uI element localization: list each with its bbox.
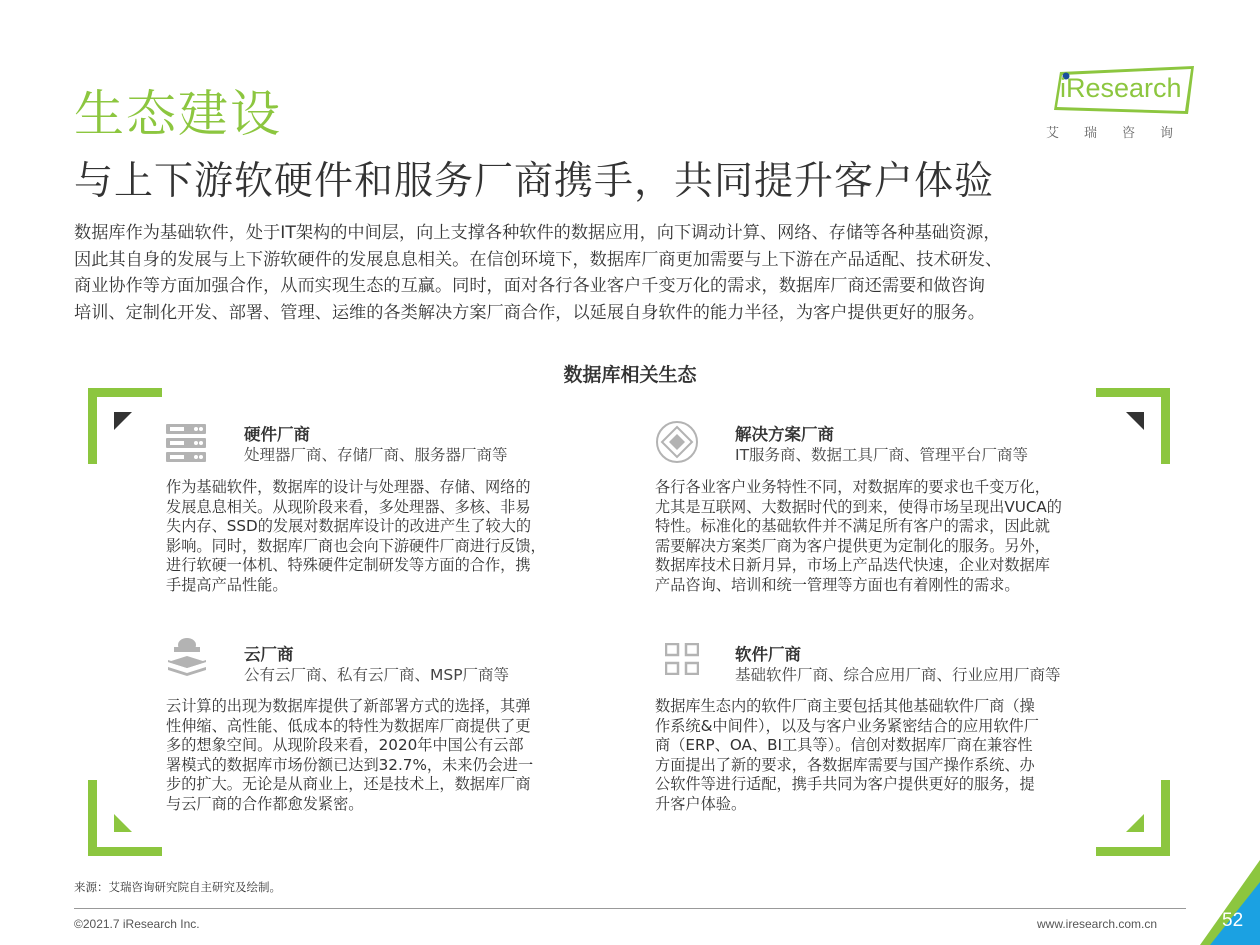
hardware-title: 硬件厂商 bbox=[244, 425, 310, 444]
frame-corner-bottom-left bbox=[88, 780, 162, 856]
solution-body-line: 特性。标准化的基础软件并不满足所有客户的需求，因此就 bbox=[655, 517, 1050, 536]
software-body-line: 数据库生态内的软件厂商主要包括其他基础软件厂商（操 bbox=[655, 697, 1035, 715]
hardware-body-line: 发展息息相关。从现阶段来看，多处理器、多核、非易 bbox=[166, 497, 531, 516]
cloud-body-line: 步的扩大。无论是从商业上，还是技术上，数据库厂商 bbox=[166, 775, 531, 794]
software-body-line: 公软件等进行适配，携手共同为客户提供更好的服务，提 bbox=[655, 775, 1035, 794]
intro-line: 因此其自身的发展与上下游软硬件的发展息息相关。在信创环境下，数据库厂商更加需要与上下游在产品适配、技术研发、 bbox=[74, 249, 1003, 270]
server-icon bbox=[166, 424, 206, 462]
cloud-title: 云厂商 bbox=[244, 645, 294, 664]
cloud-body-line: 多的想象空间。从现阶段来看，2020年中国公有云部 bbox=[166, 736, 524, 755]
page-number: 52 bbox=[1222, 910, 1244, 931]
page-number-badge bbox=[1200, 860, 1260, 945]
hardware-body-line: 进行软硬一体机、特殊硬件定制研发等方面的合作，携 bbox=[166, 556, 531, 575]
solution-body-line: 产品咨询、培训和统一管理等方面也有着刚性的需求。 bbox=[655, 575, 1020, 594]
footer-divider bbox=[74, 908, 1186, 909]
solution-subtitle: IT服务商、数据工具厂商、管理平台厂商等 bbox=[735, 446, 1029, 464]
website-link[interactable]: www.iresearch.com.cn bbox=[1037, 917, 1158, 931]
ecosystem-title: 数据库相关生态 bbox=[563, 364, 697, 386]
intro-line: 数据库作为基础软件，处于IT架构的中间层，向上支撑各种软件的数据应用，向下调动计算、网络、存储等各种基础资源， bbox=[74, 223, 1001, 243]
hardware-body-line: 作为基础软件，数据库的设计与处理器、存储、网络的 bbox=[166, 478, 531, 496]
software-subtitle: 基础软件厂商、综合应用厂商、行业应用厂商等 bbox=[735, 666, 1061, 684]
software-title: 软件厂商 bbox=[735, 645, 801, 664]
hardware-body-line: 手提高产品性能。 bbox=[166, 575, 288, 594]
cloud-body-line: 云计算的出现为数据库提供了新部署方式的选择，其弹 bbox=[166, 697, 531, 715]
hardware-body bbox=[166, 478, 546, 596]
frame-corner-top-left bbox=[88, 388, 162, 464]
cloud-body-line: 性伸缩、高性能、低成本的特性为数据库厂商提供了更 bbox=[166, 716, 531, 735]
solution-diamond-icon bbox=[655, 420, 699, 464]
iresearch-logo bbox=[1040, 66, 1200, 142]
solution-body-line: 各行各业客户业务特性不同，对数据库的要求也千变万化， bbox=[655, 478, 1050, 496]
intro-line: 商业协作等方面加强合作，从而实现生态的互赢。同时，面对各行各业客户千变万化的需求，数据库厂商还需要和做咨询 bbox=[74, 276, 985, 296]
page-subtitle: 与上下游软硬件和服务厂商携手，共同提升客户体验 bbox=[74, 159, 995, 204]
frame-corner-top-right bbox=[1096, 388, 1170, 464]
solution-body-line: 尤其是互联网、大数据时代的到来，使得市场呈现出VUCA的 bbox=[655, 497, 1062, 516]
copyright: ©2021.7 iResearch Inc. bbox=[74, 917, 200, 931]
hardware-subtitle: 处理器厂商、存储厂商、服务器厂商等 bbox=[244, 446, 508, 464]
logo-brand-cn: 艾瑞咨询 bbox=[1046, 126, 1199, 141]
software-body-line: 作系统&中间件），以及与客户业务紧密结合的应用软件厂 bbox=[655, 716, 1039, 735]
logo-brand-text: iResearch bbox=[1060, 73, 1182, 103]
software-body-line: 方面提出了新的要求，各数据库需要与国产操作系统、办 bbox=[655, 755, 1035, 774]
intro-line: 培训、定制化开发、部署、管理、运维的各类解决方案厂商合作，以延展自身软件的能力半径，为客户提供更好的服务。 bbox=[74, 302, 985, 323]
solution-body bbox=[655, 478, 1062, 596]
cloud-body-line: 署模式的数据库市场份额已达到32.7%，未来仍会进一 bbox=[166, 755, 534, 774]
cloud-layers-icon bbox=[166, 636, 208, 678]
hardware-body-line: 失内存、SSD的发展对数据库设计的改进产生了较大的 bbox=[166, 517, 532, 536]
hardware-body-line: 影响。同时，数据库厂商也会向下游硬件厂商进行反馈， bbox=[166, 536, 546, 555]
solution-body-line: 需要解决方案类厂商为客户提供更为定制化的服务。另外， bbox=[655, 536, 1050, 555]
cloud-subtitle: 公有云厂商、私有云厂商、MSP厂商等 bbox=[244, 666, 510, 684]
app-grid-icon bbox=[665, 643, 699, 675]
source-note: 来源：艾瑞咨询研究院自主研究及绘制。 bbox=[74, 880, 281, 894]
solution-body-line: 数据库技术日新月异，市场上产品迭代快速，企业对数据库 bbox=[655, 556, 1050, 575]
solution-title: 解决方案厂商 bbox=[735, 425, 834, 444]
cloud-body bbox=[166, 697, 533, 815]
page-title: 生态建设 bbox=[74, 85, 282, 143]
intro-paragraph bbox=[74, 220, 1224, 326]
software-body-line: 升客户体验。 bbox=[655, 794, 747, 813]
software-body bbox=[655, 697, 1039, 815]
software-body-line: 商（ERP、OA、BI工具等）。信创对数据库厂商在兼容性 bbox=[655, 736, 1033, 755]
cloud-body-line: 与云厂商的合作都愈发紧密。 bbox=[166, 794, 364, 813]
frame-corner-bottom-right bbox=[1096, 780, 1170, 856]
